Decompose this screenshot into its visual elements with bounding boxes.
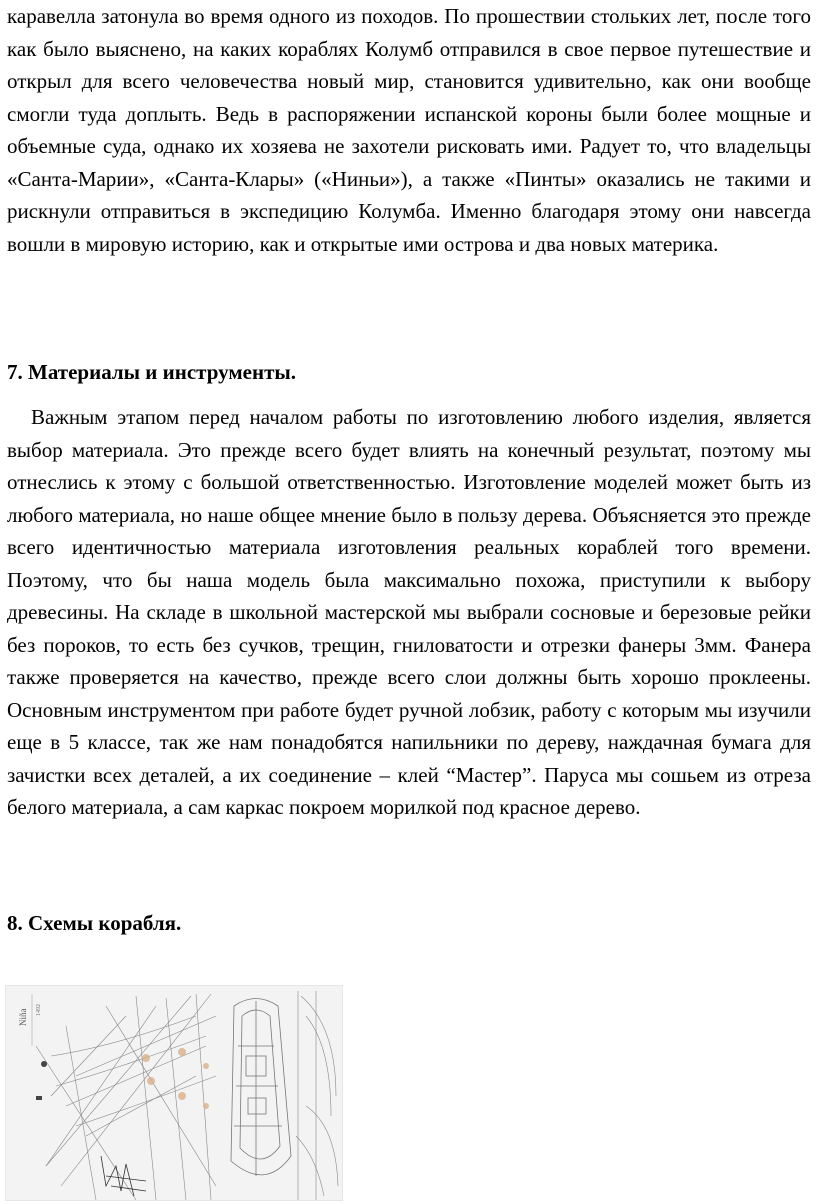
plan-year-label: 1492 <box>36 1004 42 1016</box>
ship-plan-figure <box>5 985 343 1201</box>
plan-ship-label: Niña <box>18 1008 28 1026</box>
ship-plan-drawing <box>6 986 342 1200</box>
section-7-heading: 7. Материалы и инструменты. <box>7 360 297 384</box>
section-8-heading: 8. Схемы корабля. <box>7 911 182 935</box>
paragraph-materials: Важным этапом перед началом работы по изготовлению любого изделия, является выбор материала. Это прежде всего будет влиять на конечный результат, поэтому мы отнеслись к этому с большой ответственностью. Изготовление моделей может быть из любого материала, но наше общее мнение было в пользу дерева. Объясняется это прежде всего идентичностью материала изготовления реальных кораблей того времени. Поэтому, что бы наша модель была максимально похожа, приступили к выбору древесины. На складе в школьной мастерской мы выбрали сосновые и березовые рейки без пороков, то есть без сучков, трещин, гниловатости и отрезки фанеры 3мм. Фанера также проверяется на качество, прежде всего слои должны быть хорошо проклеены. Основным инструментом при работе будет ручной лобзик, работу с которым мы изучили еще в 5 классе, так же нам понадобятся напильники по дереву, наждачная бумага для зачистки всех деталей, а их соединение – клей “Мастер”. Паруса мы сошьем из отреза белого материала, а сам каркас покроем морилкой под красное дерево. <box>7 405 811 819</box>
paragraph-history: каравелла затонула во время одного из походов. По прошествии стольких лет, после того как было выяснено, на каких кораблях Колумб отправился в свое первое путешествие и открыл для всего человечества новый мир, становится удивительно, как они вообще смогли туда доплыть. Ведь в распоряжении испанской короны были более мощные и объемные суда, однако их хозяева не захотели рисковать ими. Радует то, что владельцы «Санта-Марии», «Санта-Клары» («Ниньи»), а также «Пинты» оказались не такими и рискнули отправиться в экспедицию Колумба. Именно благодаря этому они навсегда вошли в мировую историю, как и открытые ими острова и два новых материка. <box>7 4 811 256</box>
